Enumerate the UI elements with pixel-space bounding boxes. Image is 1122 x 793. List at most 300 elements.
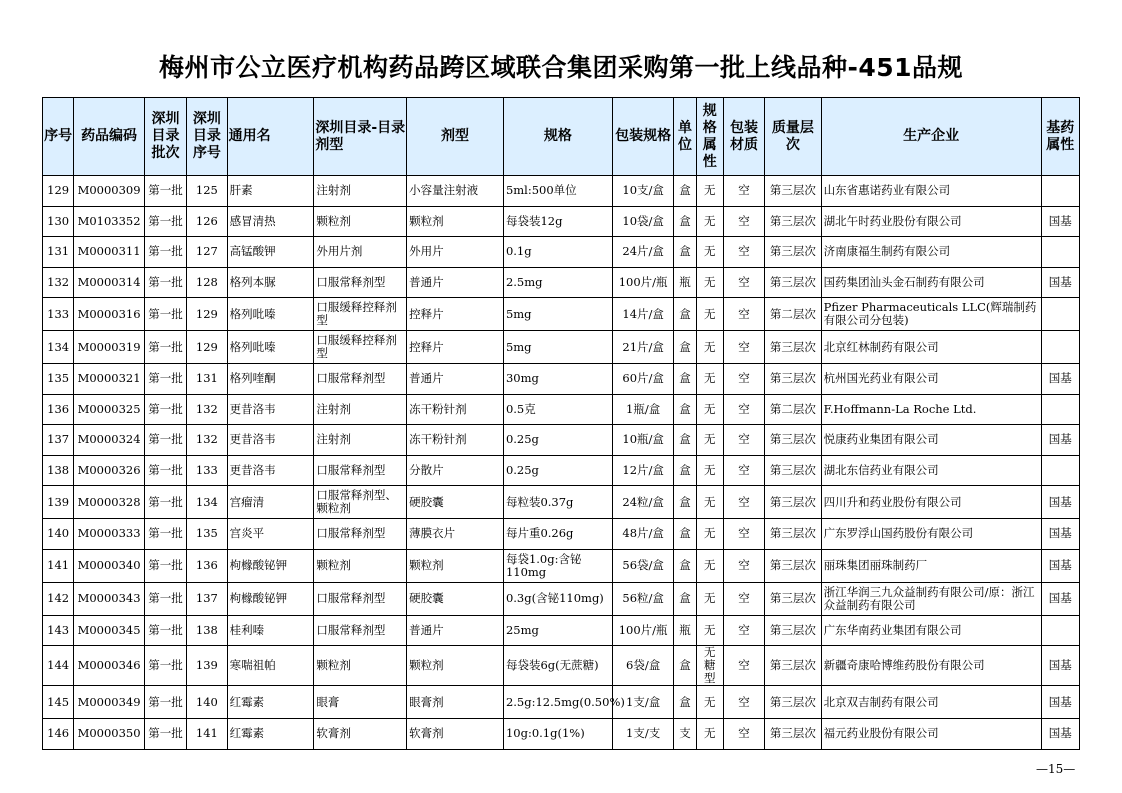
cell-spec-attr: 无 xyxy=(696,686,723,719)
cell-material: 空 xyxy=(723,206,764,237)
cell-basic: 国基 xyxy=(1041,646,1079,686)
cell-generic-name: 枸橼酸铋钾 xyxy=(227,582,314,615)
header-code: 药品编码 xyxy=(74,98,145,176)
cell-material: 空 xyxy=(723,719,764,750)
header-pack: 包装规格 xyxy=(612,98,674,176)
cell-unit: 盒 xyxy=(674,394,696,425)
cell-sz-form: 口服缓释控释剂型 xyxy=(314,298,407,331)
cell-material: 空 xyxy=(723,455,764,486)
cell-material: 空 xyxy=(723,237,764,268)
cell-spec-attr: 无 xyxy=(696,394,723,425)
cell-spec-attr: 无 xyxy=(696,298,723,331)
cell-spec-attr: 无 xyxy=(696,206,723,237)
cell-sz-seq: 126 xyxy=(187,206,227,237)
cell-spec: 每袋1.0g:含铋110mg xyxy=(503,549,612,582)
cell-batch: 第一批 xyxy=(144,646,186,686)
cell-material: 空 xyxy=(723,549,764,582)
cell-batch: 第一批 xyxy=(144,425,186,456)
cell-quality: 第三层次 xyxy=(765,549,821,582)
cell-pack: 60片/盒 xyxy=(612,364,674,395)
cell-maker: 新疆奇康哈博维药股份有限公司 xyxy=(821,646,1041,686)
cell-code: M0103352 xyxy=(74,206,145,237)
cell-generic-name: 红霉素 xyxy=(227,686,314,719)
cell-sz-seq: 131 xyxy=(187,364,227,395)
cell-batch: 第一批 xyxy=(144,298,186,331)
cell-code: M0000316 xyxy=(74,298,145,331)
cell-spec: 0.1g xyxy=(503,237,612,268)
cell-code: M0000319 xyxy=(74,331,145,364)
cell-maker: Pfizer Pharmaceuticals LLC(辉瑞制药有限公司分包装) xyxy=(821,298,1041,331)
cell-unit: 瓶 xyxy=(674,267,696,298)
page-number: —15— xyxy=(1036,762,1076,776)
cell-batch: 第一批 xyxy=(144,331,186,364)
cell-material: 空 xyxy=(723,615,764,646)
table-row xyxy=(43,455,1080,486)
cell-unit: 盒 xyxy=(674,455,696,486)
cell-sz-form: 口服常释剂型 xyxy=(314,267,407,298)
cell-pack: 1支/盒 xyxy=(612,686,674,719)
header-sz-batch: 深圳目录批次 xyxy=(144,98,186,176)
cell-spec: 2.5g:12.5mg(0.50%) xyxy=(503,686,612,719)
cell-maker: 山东省惠诺药业有限公司 xyxy=(821,176,1041,207)
cell-maker: F.Hoffmann-La Roche Ltd. xyxy=(821,394,1041,425)
cell-pack: 10袋/盒 xyxy=(612,206,674,237)
cell-sz-form: 外用片剂 xyxy=(314,237,407,268)
cell-generic-name: 寒喘祖帕 xyxy=(227,646,314,686)
cell-spec: 每袋装6g(无蔗糖) xyxy=(503,646,612,686)
cell-batch: 第一批 xyxy=(144,176,186,207)
cell-quality: 第三层次 xyxy=(765,455,821,486)
cell-pack: 24粒/盒 xyxy=(612,486,674,519)
cell-seq: 132 xyxy=(43,267,74,298)
cell-quality: 第三层次 xyxy=(765,176,821,207)
cell-material: 空 xyxy=(723,519,764,550)
cell-unit: 盒 xyxy=(674,646,696,686)
cell-batch: 第一批 xyxy=(144,394,186,425)
cell-code: M0000340 xyxy=(74,549,145,582)
cell-quality: 第三层次 xyxy=(765,615,821,646)
cell-quality: 第三层次 xyxy=(765,719,821,750)
cell-seq: 133 xyxy=(43,298,74,331)
cell-pack: 1支/支 xyxy=(612,719,674,750)
cell-batch: 第一批 xyxy=(144,455,186,486)
cell-quality: 第三层次 xyxy=(765,237,821,268)
cell-generic-name: 更昔洛韦 xyxy=(227,394,314,425)
cell-spec-attr: 无 xyxy=(696,267,723,298)
cell-maker: 济南康福生制药有限公司 xyxy=(821,237,1041,268)
cell-batch: 第一批 xyxy=(144,719,186,750)
cell-basic: 国基 xyxy=(1041,582,1079,615)
cell-sz-seq: 136 xyxy=(187,549,227,582)
cell-material: 空 xyxy=(723,646,764,686)
cell-spec: 5mg xyxy=(503,331,612,364)
header-quality: 质量层次 xyxy=(765,98,821,176)
cell-spec-attr: 无 xyxy=(696,331,723,364)
cell-spec: 10g:0.1g(1%) xyxy=(503,719,612,750)
cell-seq: 134 xyxy=(43,331,74,364)
cell-maker: 杭州国光药业有限公司 xyxy=(821,364,1041,395)
cell-generic-name: 肝素 xyxy=(227,176,314,207)
cell-seq: 138 xyxy=(43,455,74,486)
cell-seq: 136 xyxy=(43,394,74,425)
cell-spec: 每粒装0.37g xyxy=(503,486,612,519)
cell-pack: 24片/盒 xyxy=(612,237,674,268)
cell-quality: 第三层次 xyxy=(765,267,821,298)
cell-form: 控释片 xyxy=(407,298,504,331)
cell-unit: 盒 xyxy=(674,176,696,207)
cell-batch: 第一批 xyxy=(144,486,186,519)
cell-pack: 6袋/盒 xyxy=(612,646,674,686)
cell-basic: 国基 xyxy=(1041,267,1079,298)
cell-sz-form: 口服常释剂型 xyxy=(314,615,407,646)
cell-pack: 48片/盒 xyxy=(612,519,674,550)
cell-seq: 130 xyxy=(43,206,74,237)
cell-generic-name: 宫炎平 xyxy=(227,519,314,550)
cell-basic xyxy=(1041,298,1079,331)
cell-basic xyxy=(1041,615,1079,646)
cell-unit: 盒 xyxy=(674,486,696,519)
cell-sz-seq: 129 xyxy=(187,331,227,364)
cell-form: 颗粒剂 xyxy=(407,206,504,237)
cell-sz-seq: 138 xyxy=(187,615,227,646)
cell-basic: 国基 xyxy=(1041,206,1079,237)
cell-form: 外用片 xyxy=(407,237,504,268)
table-row xyxy=(43,549,1080,582)
cell-sz-form: 口服常释剂型 xyxy=(314,455,407,486)
cell-spec: 25mg xyxy=(503,615,612,646)
cell-seq: 141 xyxy=(43,549,74,582)
header-spec: 规格 xyxy=(503,98,612,176)
cell-sz-form: 颗粒剂 xyxy=(314,646,407,686)
header-basic: 基药属性 xyxy=(1041,98,1079,176)
cell-form: 小容量注射液 xyxy=(407,176,504,207)
cell-quality: 第三层次 xyxy=(765,331,821,364)
cell-sz-seq: 132 xyxy=(187,425,227,456)
cell-spec: 0.5克 xyxy=(503,394,612,425)
cell-basic: 国基 xyxy=(1041,425,1079,456)
table-header-row xyxy=(43,98,1080,176)
table-row xyxy=(43,298,1080,331)
cell-maker: 浙江华润三九众益制药有限公司/原：浙江众益制药有限公司 xyxy=(821,582,1041,615)
cell-form: 冻干粉针剂 xyxy=(407,394,504,425)
cell-generic-name: 桂利嗪 xyxy=(227,615,314,646)
cell-unit: 盒 xyxy=(674,298,696,331)
cell-spec: 30mg xyxy=(503,364,612,395)
header-material: 包装材质 xyxy=(723,98,764,176)
header-sz-form: 深圳目录-目录剂型 xyxy=(314,98,407,176)
cell-form: 软膏剂 xyxy=(407,719,504,750)
cell-pack: 56袋/盒 xyxy=(612,549,674,582)
cell-basic: 国基 xyxy=(1041,719,1079,750)
cell-spec-attr: 无 xyxy=(696,719,723,750)
cell-batch: 第一批 xyxy=(144,267,186,298)
cell-maker: 丽珠集团丽珠制药厂 xyxy=(821,549,1041,582)
cell-form: 普通片 xyxy=(407,615,504,646)
cell-material: 空 xyxy=(723,686,764,719)
cell-basic: 国基 xyxy=(1041,519,1079,550)
cell-spec-attr: 无 xyxy=(696,364,723,395)
table-row xyxy=(43,237,1080,268)
cell-basic: 国基 xyxy=(1041,486,1079,519)
cell-basic: 国基 xyxy=(1041,364,1079,395)
cell-unit: 盒 xyxy=(674,425,696,456)
cell-unit: 瓶 xyxy=(674,615,696,646)
cell-seq: 137 xyxy=(43,425,74,456)
cell-unit: 盒 xyxy=(674,549,696,582)
cell-sz-seq: 137 xyxy=(187,582,227,615)
cell-maker: 福元药业股份有限公司 xyxy=(821,719,1041,750)
cell-code: M0000349 xyxy=(74,686,145,719)
table-row xyxy=(43,519,1080,550)
cell-maker: 湖北午时药业股份有限公司 xyxy=(821,206,1041,237)
cell-code: M0000309 xyxy=(74,176,145,207)
cell-form: 颗粒剂 xyxy=(407,549,504,582)
cell-maker: 湖北东信药业有限公司 xyxy=(821,455,1041,486)
cell-pack: 100片/瓶 xyxy=(612,267,674,298)
table-row xyxy=(43,582,1080,615)
cell-spec-attr: 无 xyxy=(696,582,723,615)
cell-pack: 10瓶/盒 xyxy=(612,425,674,456)
cell-sz-seq: 133 xyxy=(187,455,227,486)
cell-quality: 第三层次 xyxy=(765,206,821,237)
cell-spec: 0.25g xyxy=(503,425,612,456)
table-row xyxy=(43,686,1080,719)
cell-pack: 21片/盒 xyxy=(612,331,674,364)
cell-sz-seq: 129 xyxy=(187,298,227,331)
drug-list-table xyxy=(42,97,1080,750)
cell-unit: 盒 xyxy=(674,364,696,395)
table-row xyxy=(43,394,1080,425)
cell-spec-attr: 无 xyxy=(696,486,723,519)
cell-generic-name: 高锰酸钾 xyxy=(227,237,314,268)
cell-sz-form: 口服缓释控释剂型 xyxy=(314,331,407,364)
cell-material: 空 xyxy=(723,176,764,207)
cell-spec: 5mg xyxy=(503,298,612,331)
cell-sz-seq: 125 xyxy=(187,176,227,207)
cell-batch: 第一批 xyxy=(144,206,186,237)
header-generic-name: 通用名 xyxy=(227,98,314,176)
cell-quality: 第三层次 xyxy=(765,582,821,615)
cell-batch: 第一批 xyxy=(144,549,186,582)
cell-unit: 盒 xyxy=(674,331,696,364)
cell-seq: 143 xyxy=(43,615,74,646)
cell-maker: 四川升和药业股份有限公司 xyxy=(821,486,1041,519)
cell-seq: 145 xyxy=(43,686,74,719)
cell-form: 普通片 xyxy=(407,364,504,395)
cell-spec: 0.3g(含铋110mg) xyxy=(503,582,612,615)
cell-spec: 每片重0.26g xyxy=(503,519,612,550)
cell-sz-form: 颗粒剂 xyxy=(314,206,407,237)
table-row xyxy=(43,206,1080,237)
cell-batch: 第一批 xyxy=(144,519,186,550)
cell-basic xyxy=(1041,237,1079,268)
cell-sz-seq: 134 xyxy=(187,486,227,519)
cell-batch: 第一批 xyxy=(144,615,186,646)
header-form: 剂型 xyxy=(407,98,504,176)
table-row xyxy=(43,364,1080,395)
cell-code: M0000328 xyxy=(74,486,145,519)
cell-quality: 第三层次 xyxy=(765,646,821,686)
cell-spec-attr: 无糖型 xyxy=(696,646,723,686)
cell-quality: 第三层次 xyxy=(765,519,821,550)
cell-quality: 第二层次 xyxy=(765,394,821,425)
cell-seq: 139 xyxy=(43,486,74,519)
cell-basic xyxy=(1041,176,1079,207)
cell-generic-name: 格列本脲 xyxy=(227,267,314,298)
cell-material: 空 xyxy=(723,425,764,456)
table-row xyxy=(43,615,1080,646)
cell-code: M0000324 xyxy=(74,425,145,456)
cell-seq: 131 xyxy=(43,237,74,268)
table-row xyxy=(43,486,1080,519)
cell-pack: 14片/盒 xyxy=(612,298,674,331)
cell-generic-name: 红霉素 xyxy=(227,719,314,750)
cell-generic-name: 格列吡嗪 xyxy=(227,331,314,364)
cell-sz-seq: 140 xyxy=(187,686,227,719)
cell-material: 空 xyxy=(723,394,764,425)
cell-material: 空 xyxy=(723,267,764,298)
cell-spec: 2.5mg xyxy=(503,267,612,298)
cell-form: 硬胶囊 xyxy=(407,486,504,519)
cell-form: 硬胶囊 xyxy=(407,582,504,615)
cell-code: M0000345 xyxy=(74,615,145,646)
cell-quality: 第三层次 xyxy=(765,686,821,719)
table-row xyxy=(43,425,1080,456)
cell-maker: 广东罗浮山国药股份有限公司 xyxy=(821,519,1041,550)
cell-form: 眼膏剂 xyxy=(407,686,504,719)
cell-spec-attr: 无 xyxy=(696,237,723,268)
cell-form: 颗粒剂 xyxy=(407,646,504,686)
cell-maker: 北京双吉制药有限公司 xyxy=(821,686,1041,719)
cell-pack: 10支/盒 xyxy=(612,176,674,207)
cell-sz-seq: 132 xyxy=(187,394,227,425)
cell-generic-name: 宫瘤清 xyxy=(227,486,314,519)
cell-sz-seq: 135 xyxy=(187,519,227,550)
cell-generic-name: 更昔洛韦 xyxy=(227,455,314,486)
header-maker: 生产企业 xyxy=(821,98,1041,176)
cell-sz-seq: 127 xyxy=(187,237,227,268)
cell-seq: 144 xyxy=(43,646,74,686)
cell-unit: 支 xyxy=(674,719,696,750)
cell-spec-attr: 无 xyxy=(696,455,723,486)
cell-batch: 第一批 xyxy=(144,364,186,395)
cell-seq: 146 xyxy=(43,719,74,750)
cell-form: 普通片 xyxy=(407,267,504,298)
cell-basic: 国基 xyxy=(1041,549,1079,582)
cell-generic-name: 感冒清热 xyxy=(227,206,314,237)
cell-material: 空 xyxy=(723,486,764,519)
cell-quality: 第三层次 xyxy=(765,425,821,456)
cell-seq: 135 xyxy=(43,364,74,395)
cell-batch: 第一批 xyxy=(144,237,186,268)
cell-seq: 142 xyxy=(43,582,74,615)
cell-spec: 0.25g xyxy=(503,455,612,486)
cell-spec-attr: 无 xyxy=(696,519,723,550)
cell-basic xyxy=(1041,455,1079,486)
cell-sz-form: 注射剂 xyxy=(314,176,407,207)
cell-form: 分散片 xyxy=(407,455,504,486)
cell-form: 冻干粉针剂 xyxy=(407,425,504,456)
header-unit: 单位 xyxy=(674,98,696,176)
cell-sz-form: 眼膏 xyxy=(314,686,407,719)
cell-generic-name: 格列喹酮 xyxy=(227,364,314,395)
cell-sz-seq: 141 xyxy=(187,719,227,750)
table-row xyxy=(43,176,1080,207)
cell-code: M0000343 xyxy=(74,582,145,615)
cell-seq: 140 xyxy=(43,519,74,550)
cell-maker: 国药集团汕头金石制药有限公司 xyxy=(821,267,1041,298)
cell-code: M0000333 xyxy=(74,519,145,550)
cell-quality: 第三层次 xyxy=(765,486,821,519)
cell-generic-name: 更昔洛韦 xyxy=(227,425,314,456)
cell-unit: 盒 xyxy=(674,206,696,237)
cell-sz-form: 颗粒剂 xyxy=(314,549,407,582)
cell-sz-seq: 128 xyxy=(187,267,227,298)
cell-unit: 盒 xyxy=(674,582,696,615)
cell-sz-form: 口服常释剂型 xyxy=(314,364,407,395)
cell-unit: 盒 xyxy=(674,519,696,550)
cell-material: 空 xyxy=(723,331,764,364)
cell-unit: 盒 xyxy=(674,686,696,719)
cell-sz-form: 口服常释剂型 xyxy=(314,519,407,550)
cell-unit: 盒 xyxy=(674,237,696,268)
cell-material: 空 xyxy=(723,364,764,395)
cell-sz-form: 口服常释剂型、颗粒剂 xyxy=(314,486,407,519)
cell-code: M0000326 xyxy=(74,455,145,486)
cell-spec-attr: 无 xyxy=(696,549,723,582)
cell-sz-form: 注射剂 xyxy=(314,425,407,456)
cell-material: 空 xyxy=(723,298,764,331)
table-row xyxy=(43,646,1080,686)
cell-maker: 悦康药业集团有限公司 xyxy=(821,425,1041,456)
cell-quality: 第二层次 xyxy=(765,298,821,331)
cell-form: 控释片 xyxy=(407,331,504,364)
cell-spec: 每袋装12g xyxy=(503,206,612,237)
table-row xyxy=(43,719,1080,750)
cell-basic xyxy=(1041,394,1079,425)
header-seq: 序号 xyxy=(43,98,74,176)
cell-sz-form: 口服常释剂型 xyxy=(314,582,407,615)
document-title: 梅州市公立医疗机构药品跨区域联合集团采购第一批上线品种-451品规 xyxy=(158,53,964,82)
cell-sz-seq: 139 xyxy=(187,646,227,686)
cell-spec: 5ml:500单位 xyxy=(503,176,612,207)
table-row xyxy=(43,331,1080,364)
cell-pack: 1瓶/盒 xyxy=(612,394,674,425)
cell-pack: 100片/瓶 xyxy=(612,615,674,646)
cell-code: M0000321 xyxy=(74,364,145,395)
header-sz-seq: 深圳目录序号 xyxy=(187,98,227,176)
cell-form: 薄膜衣片 xyxy=(407,519,504,550)
cell-maker: 广东华南药业集团有限公司 xyxy=(821,615,1041,646)
cell-sz-form: 软膏剂 xyxy=(314,719,407,750)
cell-material: 空 xyxy=(723,582,764,615)
cell-basic: 国基 xyxy=(1041,686,1079,719)
cell-sz-form: 注射剂 xyxy=(314,394,407,425)
cell-code: M0000314 xyxy=(74,267,145,298)
cell-spec-attr: 无 xyxy=(696,425,723,456)
cell-batch: 第一批 xyxy=(144,582,186,615)
cell-pack: 56粒/盒 xyxy=(612,582,674,615)
cell-pack: 12片/盒 xyxy=(612,455,674,486)
cell-code: M0000325 xyxy=(74,394,145,425)
cell-code: M0000350 xyxy=(74,719,145,750)
cell-code: M0000346 xyxy=(74,646,145,686)
cell-generic-name: 枸橼酸铋钾 xyxy=(227,549,314,582)
table-row xyxy=(43,267,1080,298)
cell-maker: 北京红林制药有限公司 xyxy=(821,331,1041,364)
cell-batch: 第一批 xyxy=(144,686,186,719)
header-spec-attr: 规格属性 xyxy=(696,98,723,176)
